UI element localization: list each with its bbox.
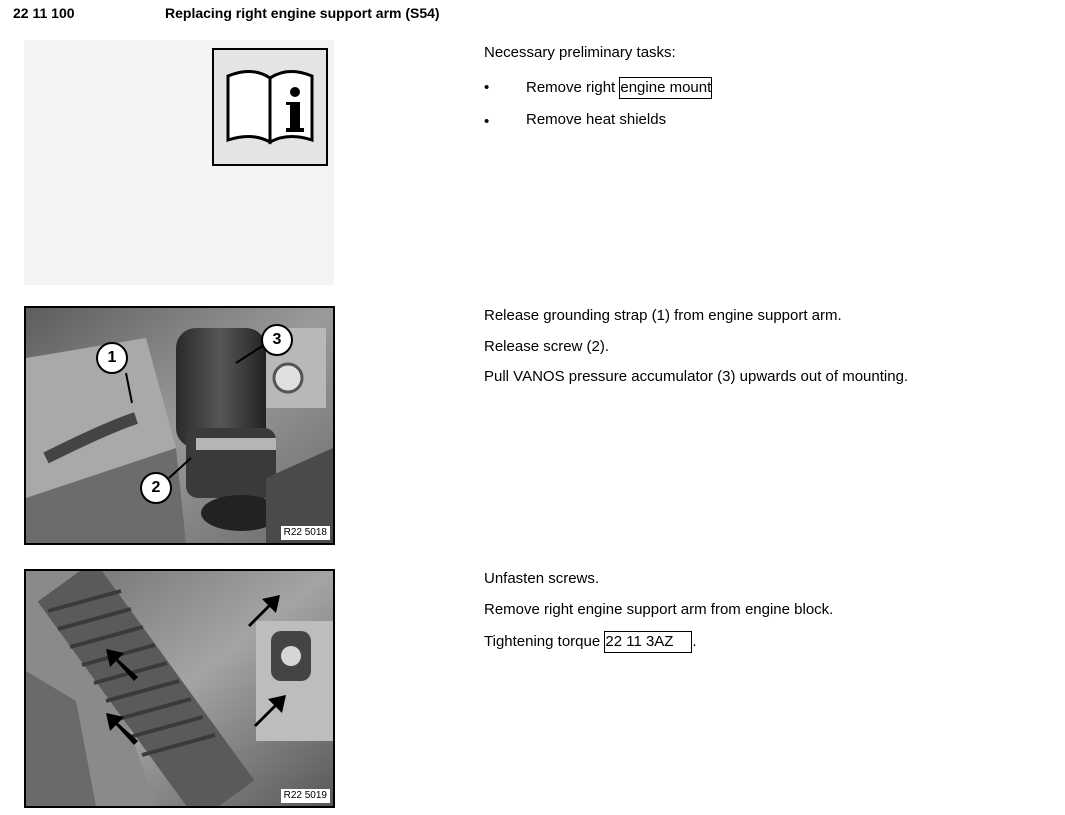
callout-2: 2 (140, 472, 172, 504)
callout-3: 3 (261, 324, 293, 356)
task-remove-heat-shields: Remove heat shields (526, 111, 667, 128)
step-release-screw: Release screw (2). (484, 338, 610, 355)
bullet-icon: • (484, 79, 490, 96)
torque-suffix: . (692, 633, 697, 650)
support-arm-illustration (26, 571, 333, 806)
torque-spec-link[interactable]: 22 11 3AZ (604, 631, 692, 653)
manual-info-icon (212, 48, 328, 166)
step-release-grounding-strap: Release grounding strap (1) from engine support arm. (484, 307, 842, 324)
figure-reference: R22 5019 (281, 789, 330, 803)
step-pull-accumulator: Pull VANOS pressure accumulator (3) upwards out of mounting. (484, 368, 909, 385)
figure-support-arm-photo (24, 569, 335, 808)
pointer-arrow-icon (104, 647, 140, 683)
step-unfasten-screws: Unfasten screws. (484, 570, 600, 587)
figure-accumulator-photo (24, 306, 335, 545)
torque-label: Tightening torque (484, 633, 605, 650)
pointer-arrow-icon (246, 593, 284, 629)
callout-1: 1 (96, 342, 128, 374)
procedure-code: 22 11 100 (13, 5, 75, 21)
procedure-title: Replacing right engine support arm (S54) (165, 5, 440, 21)
engine-mount-link[interactable]: engine mount (619, 77, 712, 99)
preliminary-tasks-heading: Necessary preliminary tasks: (484, 44, 676, 61)
bullet-icon: • (484, 113, 490, 130)
pointer-arrow-icon (252, 691, 288, 727)
task-text: Remove right (526, 79, 620, 96)
figure-reference: R22 5018 (281, 526, 330, 540)
step-remove-support-arm: Remove right engine support arm from engine block. (484, 601, 834, 618)
task-remove-engine-mount (526, 77, 712, 99)
pointer-arrow-icon (104, 711, 140, 747)
tightening-torque-line (484, 631, 697, 653)
